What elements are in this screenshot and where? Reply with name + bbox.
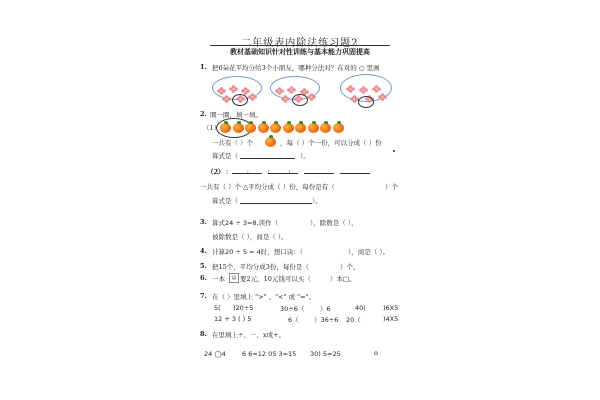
flower-icon — [346, 78, 355, 86]
q8-item-2: 6 6=12 05 3=15 — [242, 350, 297, 358]
q3-line1: 算式24 ÷ 3=8,读作（ — [212, 219, 279, 227]
orange-icon — [295, 123, 306, 133]
q2-line3-end: ）个 — [385, 183, 398, 191]
orange-icon — [333, 123, 344, 133]
q5-line: 把15个，平均分成3份，每份是（ — [212, 263, 309, 271]
q6-line: 一本 — [212, 275, 225, 283]
answer-ring-1[interactable] — [232, 94, 248, 106]
q7-r1-d: ）6 — [320, 305, 331, 313]
title-rule — [210, 45, 390, 46]
q4-number: 4. — [200, 247, 207, 255]
q2-formula: 算式是（ — [212, 152, 238, 160]
q6-line-mid: 要2元，10元钱可以买（ — [240, 275, 311, 283]
q2-line1: 一共有（ ）个 — [212, 139, 254, 147]
flower-icon — [359, 79, 368, 87]
q5-number: 5. — [200, 262, 207, 270]
orange-icon — [308, 123, 319, 133]
flower-icon — [222, 88, 231, 96]
orange-icon — [233, 123, 244, 133]
q7-text: 在（ ）里填上 ">" 、"<" 或 "="。 — [212, 293, 316, 301]
q2-formula2: 算式是（ — [212, 197, 238, 205]
q8-number: 8. — [200, 330, 207, 338]
worksheet-title: 二年级表内除法练习题2 — [241, 38, 359, 49]
q1-number: 1. — [200, 63, 207, 71]
q7-number: 7. — [200, 292, 207, 300]
q4-line-end: ），商是（ ）。 — [348, 248, 390, 256]
semicolon-sep: ; ; ; ; — [226, 167, 291, 175]
flower-icon — [248, 86, 257, 94]
flower-icon — [365, 88, 374, 96]
q7-r1-a: 5( — [214, 304, 221, 312]
orange-icon — [283, 123, 294, 133]
orange-icon — [245, 123, 256, 133]
q7-r2-c: 6（ — [288, 316, 299, 324]
stray-dot — [393, 150, 395, 152]
orange-icon — [270, 123, 281, 133]
notebook-icon: ▤ — [229, 273, 239, 283]
worksheet-subtitle: 教材基础知识针对性训练与基本能力巩固提高 — [230, 47, 370, 56]
q1-text: 把6朵花平均分给3个小朋友，哪种分法对？在对的 ○ 里画 — [212, 64, 380, 72]
q3-line1-end: ），除数是（ ）， — [310, 219, 358, 227]
flower-icon — [275, 80, 284, 88]
q7-r1-c: 30÷6（ — [280, 305, 305, 313]
flower-icon — [287, 79, 296, 87]
q2-line1b: ，每（ ）个一份，可以分成（ ）份 — [280, 139, 382, 147]
orange-icon — [220, 123, 231, 133]
q6-number: 6. — [200, 274, 207, 282]
q2-number: 2. — [200, 110, 207, 118]
q2-formula2-blank[interactable] — [240, 203, 312, 204]
q2-line3: 一共有（ ）个 △平均分成（ ）份，每份是有（ — [200, 183, 335, 191]
q8-item-1: 24 ◯4 — [204, 350, 226, 358]
triangle-blank-4[interactable] — [340, 173, 370, 174]
orange-inline — [265, 137, 276, 147]
flower-icon — [281, 88, 290, 96]
triangle-blank-3[interactable] — [304, 173, 334, 174]
q7-r2-d: ）36÷6 — [314, 316, 339, 324]
q6-line-end: ）本□。 — [330, 275, 356, 283]
q4-line: 计算20 ÷ 5 = 4时，想口诀：（ — [212, 248, 303, 256]
q2-formula2-end: ）。 — [312, 197, 322, 205]
flower-icon — [350, 88, 359, 96]
q7-r2-a: 12 + 3 ( ) 5 — [214, 315, 252, 323]
orange-icon — [258, 123, 269, 133]
q8-item-3: 30) 5=25 — [310, 350, 341, 358]
q2-part2-label: （2） — [207, 168, 225, 176]
q7-r1-b: )20÷5 — [233, 304, 254, 312]
flower-icon — [378, 86, 387, 94]
q3-number: 3. — [200, 218, 207, 226]
answer-ring-3[interactable] — [358, 96, 374, 108]
q7-r1-e: 40( — [355, 304, 366, 312]
flower-icon — [229, 78, 238, 86]
q8-text: 在里填上÷、－、x或+。 — [212, 331, 286, 339]
q7-r2-e: 20（ — [346, 316, 361, 324]
q2-formula-blank[interactable] — [240, 158, 295, 159]
q7-r2-f: )4X5 — [383, 315, 399, 323]
q8-item-4: o — [374, 349, 378, 357]
q2-part1-label: （1） — [203, 124, 221, 132]
q7-r1-f: )6X5 — [383, 304, 399, 312]
flower-icon — [307, 86, 316, 94]
answer-ring-2[interactable] — [292, 94, 308, 106]
flower-icon — [217, 80, 226, 88]
orange-icon — [320, 123, 331, 133]
flower-icon — [372, 78, 381, 86]
q3-line2: 被除数是（ ），商是（ ）。 — [212, 233, 288, 241]
q2-formula-end: ）。 — [300, 152, 310, 160]
q5-line-end: ）个。 — [340, 263, 360, 271]
q2-text: 圈一圈，填一填。 — [210, 111, 262, 119]
